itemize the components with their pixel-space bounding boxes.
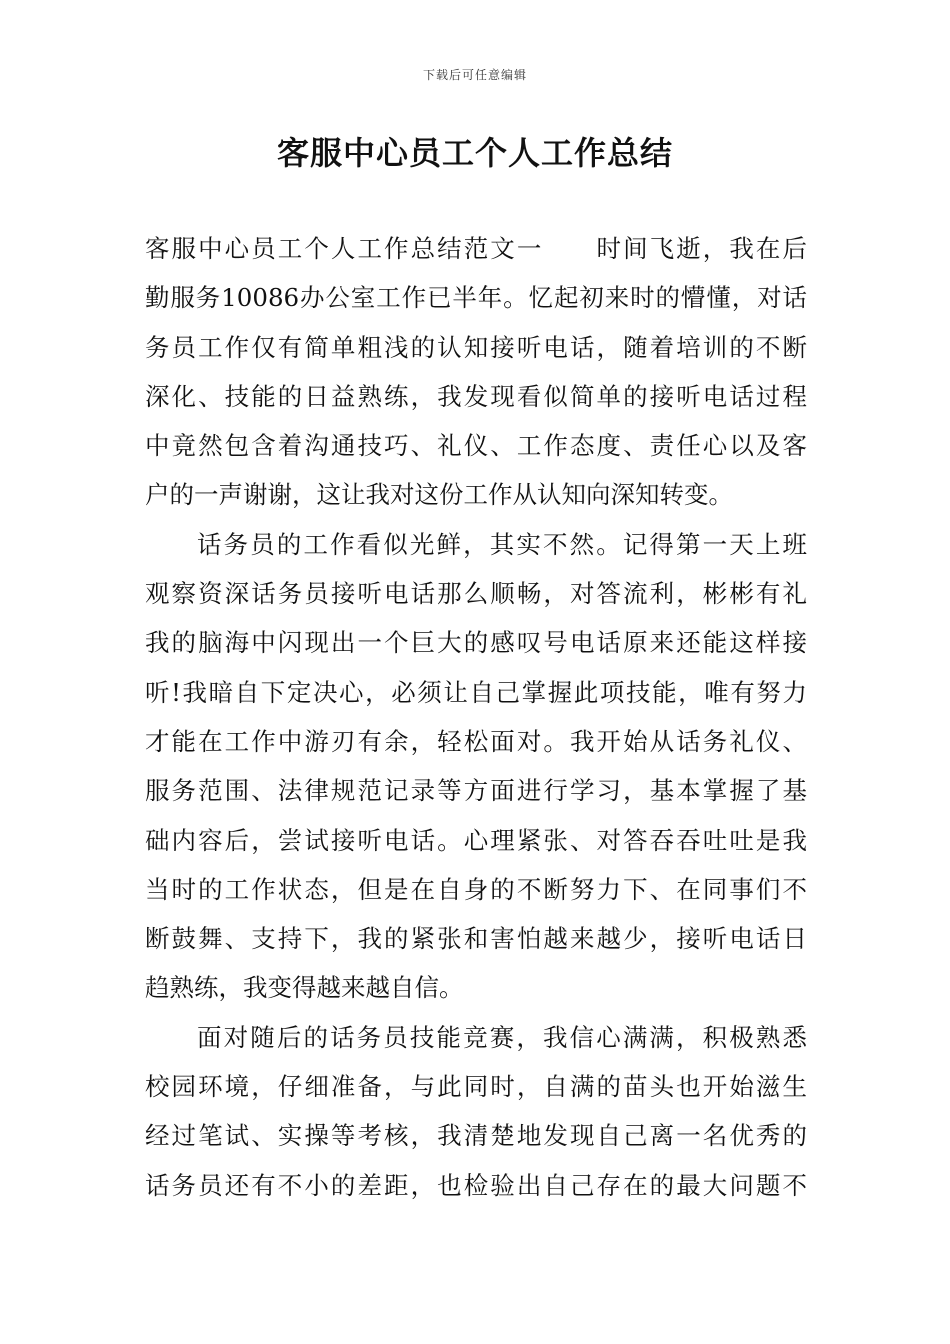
text-line: 话务员的工作看似光鲜，其实不然。记得第一天上班 — [197, 529, 807, 559]
paragraph-1 — [145, 224, 807, 520]
text-line: 客服中心员工个人工作总结范文一 时间飞逝，我在后 — [145, 234, 807, 263]
text-line: 话务员还有不小的差距，也检验出自己存在的最大问题不 — [145, 1170, 807, 1200]
text-line: 户的一声谢谢，这让我对这份工作从认知向深知转变。 — [145, 480, 733, 510]
document-body — [145, 224, 807, 1210]
text-line: 础内容后，尝试接听电话。心理紧张、对答吞吞吐吐是我 — [145, 825, 807, 855]
text-line: 面对随后的话务员技能竞赛，我信心满满，积极熟悉 — [197, 1022, 807, 1052]
text-line: 务员工作仅有简单粗浅的认知接听电话，随着培训的不断 — [145, 332, 807, 362]
text-line: 趋熟练，我变得越来越自信。 — [145, 973, 464, 1003]
text-line: 当时的工作状态，但是在自身的不断努力下、在同事们不 — [145, 874, 807, 904]
text-line: 经过笔试、实操等考核，我清楚地发现自己离一名优秀的 — [145, 1121, 807, 1151]
text-line: 才能在工作中游刃有余，轻松面对。我开始从话务礼仪、 — [145, 726, 807, 756]
text-line: 观察资深话务员接听电话那么顺畅，对答流利，彬彬有礼 — [145, 579, 807, 609]
text-line: 深化、技能的日益熟练，我发现看似简单的接听电话过程 — [145, 381, 807, 411]
paragraph-2 — [145, 520, 807, 1013]
text-line: 听!我暗自下定决心，必须让自己掌握此项技能，唯有努力 — [145, 677, 807, 707]
text-line: 校园环境，仔细准备，与此同时，自满的苗头也开始滋生 — [145, 1072, 807, 1102]
paragraph-3 — [145, 1013, 807, 1210]
document-title: 客服中心员工个人工作总结 — [276, 134, 673, 172]
text-line: 勤服务10086办公室工作已半年。忆起初来时的懵懂，对话 — [145, 283, 807, 313]
text-line: 服务范围、法律规范记录等方面进行学习，基本掌握了基 — [145, 776, 807, 806]
text-line: 我的脑海中闪现出一个巨大的感叹号电话原来还能这样接 — [145, 628, 807, 658]
header-note: 下载后可任意编辑 — [422, 68, 527, 82]
text-line: 断鼓舞、支持下，我的紧张和害怕越来越少，接听电话日 — [145, 924, 807, 954]
text-line: 中竟然包含着沟通技巧、礼仪、工作态度、责任心以及客 — [145, 431, 807, 461]
